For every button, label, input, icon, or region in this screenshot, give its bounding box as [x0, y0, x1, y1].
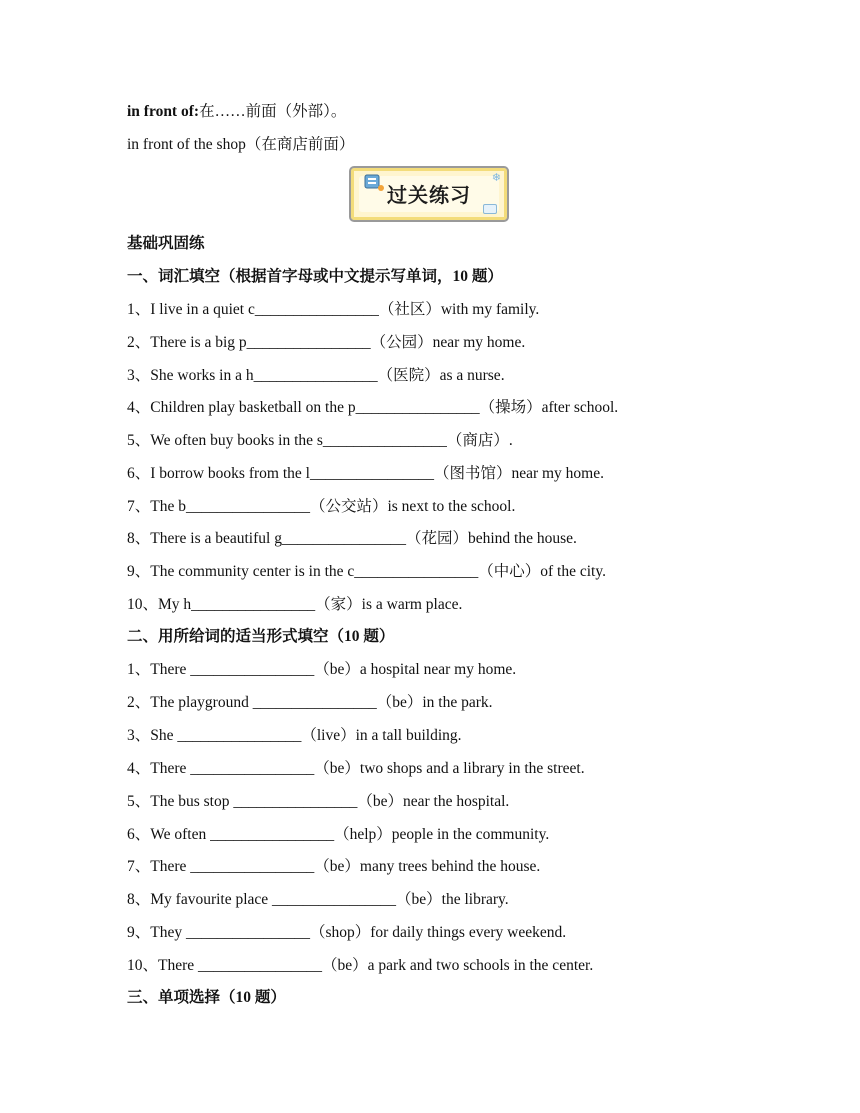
section2-item-4: 4、There ________________（be）two shops and a library in the street.	[127, 760, 585, 777]
definition-meaning: 在……前面（外部）。	[199, 103, 347, 120]
section2-heading: 二、用所给词的适当形式填空（10 题）	[127, 628, 395, 645]
section2-item-2: 2、The playground ________________（be）in the park.	[127, 694, 493, 711]
practice-banner	[349, 166, 509, 222]
section2-item-7: 7、There ________________（be）many trees behind the house.	[127, 858, 541, 875]
section1-item-5: 5、We often buy books in the s________________（商店）.	[127, 432, 513, 449]
section1-heading: 一、词汇填空（根据首字母或中文提示写单词，10 题）	[127, 268, 503, 285]
section2-item-6: 6、We often ________________（help）people in the community.	[127, 826, 550, 843]
section1-item-2: 2、There is a big p________________（公园）near my home.	[127, 334, 526, 351]
section2-item-9: 9、They ________________（shop）for daily things every weekend.	[127, 924, 567, 941]
section1-item-10: 10、My h________________（家）is a warm place.	[127, 596, 463, 613]
definition-example: in front of the shop（在商店前面）	[127, 136, 355, 153]
section2-item-10: 10、There ________________（be）a park and two schools in the center.	[127, 957, 594, 974]
section1-item-1: 1、I live in a quiet c________________（社区）with my family.	[127, 301, 540, 318]
section1-item-6: 6、I borrow books from the l________________（图书馆）near my home.	[127, 465, 604, 482]
section1-item-3: 3、She works in a h________________（医院）as a nurse.	[127, 367, 505, 384]
definition-line	[127, 102, 840, 122]
definition-colon: :	[193, 103, 200, 120]
section2-item-5: 5、The bus stop ________________（be）near the hospital.	[127, 793, 510, 810]
definition-term: in front of	[127, 103, 194, 120]
banner-label: 过关练习	[387, 183, 471, 207]
section2-item-1: 1、There ________________（be）a hospital near my home.	[127, 661, 517, 678]
section1-item-8: 8、There is a beautiful g________________（花园）behind the house.	[127, 530, 577, 547]
section2-item-8: 8、My favourite place ________________（be）the library.	[127, 891, 509, 908]
section3-heading: 三、单项选择（10 题）	[127, 989, 286, 1006]
practice-title: 基础巩固练	[127, 235, 205, 252]
snowflake-icon: ❄	[491, 171, 501, 184]
section1-item-4: 4、Children play basketball on the p________________（操场）after school.	[127, 399, 619, 416]
section2-item-3: 3、She ________________（live）in a tall building.	[127, 727, 462, 744]
section1-item-7: 7、The b________________（公交站）is next to the school.	[127, 498, 516, 515]
section1-item-9: 9、The community center is in the c________________（中心）of the city.	[127, 563, 606, 580]
